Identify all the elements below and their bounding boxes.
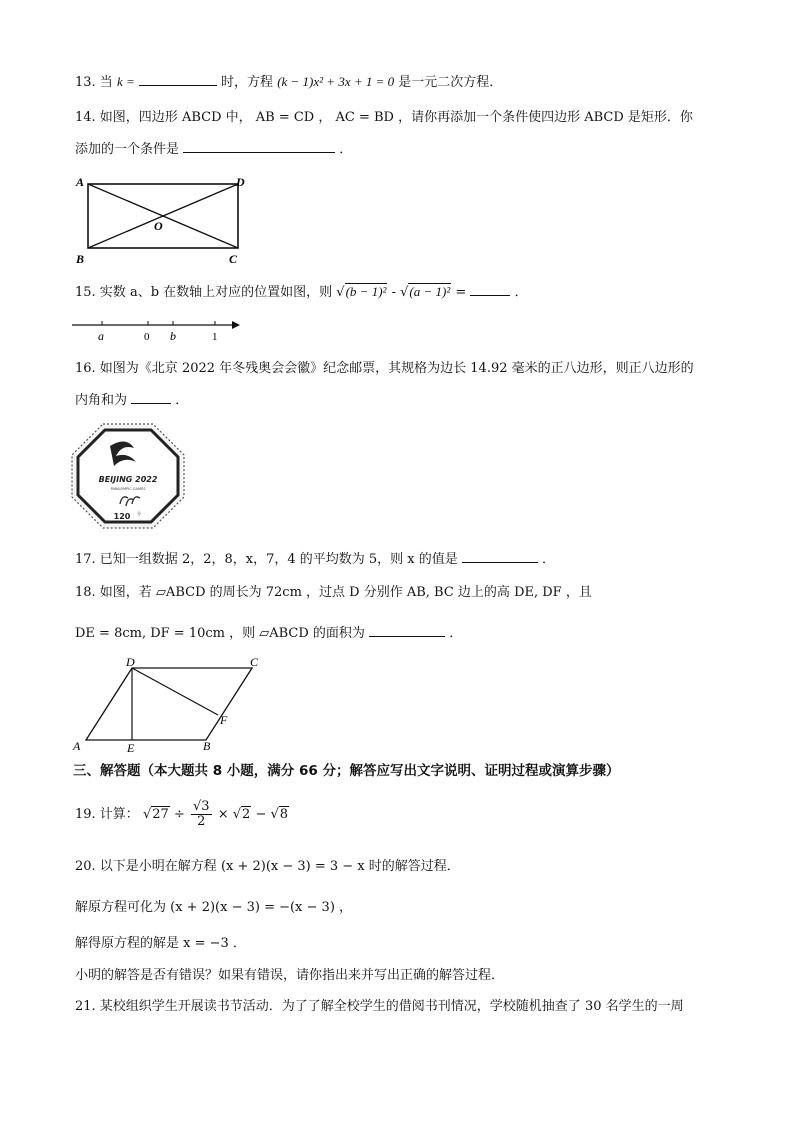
q18-line1: 18. 如图，若 ▱ABCD 的周长为 72cm ，过点 D 分别作 AB, BC 边上的高 DE, DF ，且 [75,585,592,600]
label-o: O [154,219,163,233]
label-b: B [76,252,85,266]
stamp-value: 120 [113,512,131,521]
q19-times: × [217,807,229,822]
q20-line4: 小明的解答是否有错误？如果有错误，请你指出来并写出正确的解答过程． [75,968,505,983]
q14-line2-end: ． [339,142,353,157]
stamp-unit: 分 [137,511,141,516]
q15-sqrt1: √(b − 1)² [336,284,387,300]
q18-line2-end: ． [449,626,463,641]
q15-suffix: ． [514,285,528,300]
q17-suffix: ． [542,552,556,567]
label-a: A [73,739,81,753]
q20-line2: 解原方程可化为 (x + 2)(x − 3) = −(x − 3) ， [75,900,353,915]
label-b: b [170,329,176,343]
q16-line2 [75,389,188,411]
parallelogram-abcd [86,668,252,740]
q16-line2-text: 内角和为 [75,393,128,408]
q15-number-line [72,316,242,346]
q13-prefix: 13. 当 [75,75,113,90]
q15-answer-blank[interactable] [470,281,510,296]
q15-line [75,281,528,303]
label-d: D [126,655,135,669]
q19-sqrt27: √27 [142,807,169,822]
q15-minus: - [391,285,396,300]
q19-sqrt2: √2 [232,807,251,822]
q13-suffix: 是一元二次方程． [398,75,503,90]
q19-fraction: $\frac{√3}{2}$ [192,799,210,829]
label-b: B [203,739,211,753]
axis-arrow-icon [232,321,240,329]
stamp-sub: PARALYMPIC GAMES [110,487,146,491]
q19-sqrt8: √8 [270,807,289,822]
label-e: E [127,741,135,755]
label-a: a [98,329,104,343]
q14-line2 [75,138,352,160]
q18-line2-text: DE = 8cm, DF = 10cm ，则 ▱ABCD 的面积为 [75,626,365,641]
q13-equation: (k − 1)x² + 3x + 1 = 0 [277,74,395,89]
q20-line1: 20. 以下是小明在解方程 (x + 2)(x − 3) = 3 − x 时的解答过程． [75,859,460,874]
q16-answer-blank[interactable] [131,389,171,404]
label-one: 1 [212,331,218,343]
q20-line3: 解得原方程的解是 x = −3 ． [75,936,246,951]
q17-line [75,548,555,570]
q19-div: ÷ [173,807,185,822]
q14-rectangle-figure [74,172,264,268]
q19-minus: − [255,807,267,822]
q15-sqrt2: √(a − 1)² [400,284,451,300]
q14-answer-blank[interactable] [183,138,335,153]
height-df [132,668,218,715]
q15-prefix: 15. 实数 a、b 在数轴上对应的位置如图，则 [75,285,333,300]
q13-mid: 时，方程 [221,75,274,90]
q18-answer-blank[interactable] [369,622,445,637]
q13-k-eq: k = [116,74,135,89]
q21-line1: 21. 某校组织学生开展读书节活动．为了了解全校学生的借阅书刊情况，学校随机抽查了 30 名学生的一周 [75,999,684,1014]
stamp-brand: BEIJING 2022 [98,475,158,484]
q18-line2 [75,622,462,644]
q17-answer-blank[interactable] [462,548,538,563]
q13-answer-blank[interactable] [139,71,217,86]
q18-parallelogram-figure [72,654,268,754]
q17-prefix: 17. 已知一组数据 2，2，8，x，7，4 的平均数为 5，则 x 的值是 [75,552,458,567]
q19-prefix: 19. 计算： [75,807,139,822]
q14-line2-text: 添加的一个条件是 [75,142,180,157]
q15-eq: = [455,285,467,300]
q14-line1: 14. 如图，四边形 ABCD 中， AB = CD ， AC = BD ，请你再添加一个条件使四边形 ABCD 是矩形．你 [75,110,693,125]
label-c: C [250,655,259,669]
q13-line [75,71,502,93]
q16-octagon-stamp [70,422,186,530]
label-c: C [229,252,238,266]
label-a: A [76,175,85,189]
section-3-heading: 三、解答题（本大题共 8 小题，满分 66 分；解答应写出文字说明、证明过程或演算步骤） [73,763,620,779]
q16-line2-end: ． [175,393,189,408]
q19-line [75,800,289,830]
q16-line1: 16. 如图为《北京 2022 年冬残奥会会徽》纪念邮票，其规格为边长 14.92 毫米的正八边形，则正八边形的 [75,361,694,376]
label-f: F [220,713,228,727]
label-d: D [236,175,245,189]
label-zero: 0 [144,331,150,343]
